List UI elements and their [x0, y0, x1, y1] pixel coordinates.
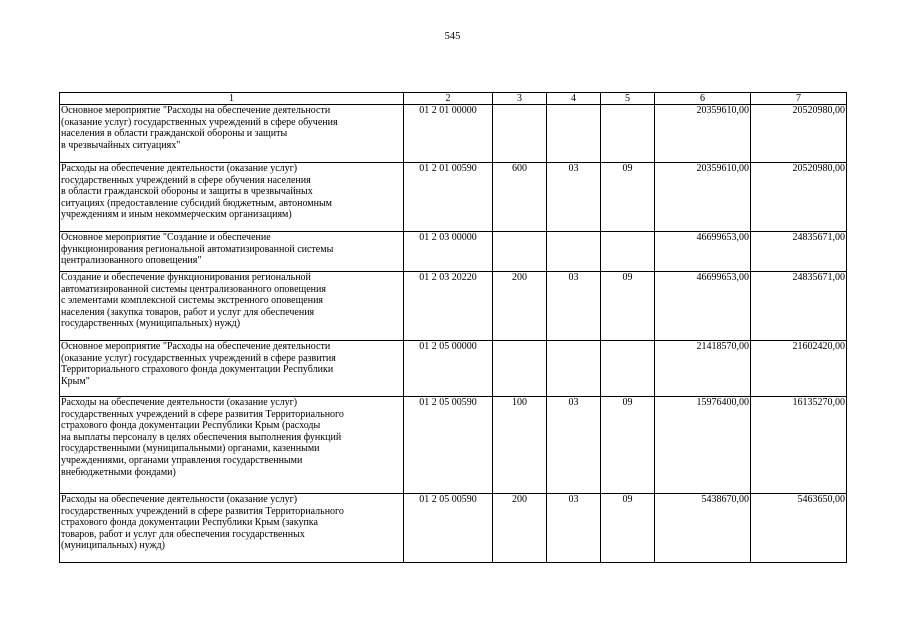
- column-header: 1: [60, 93, 404, 105]
- amount-cell-col7: 20520980,00: [751, 105, 847, 163]
- amount-cell-col6: 46699653,00: [655, 232, 751, 272]
- column-header: 3: [493, 93, 547, 105]
- amount-cell-col6: 46699653,00: [655, 272, 751, 341]
- column-header: 6: [655, 93, 751, 105]
- expense-type-cell: 200: [493, 272, 547, 341]
- table-row: [60, 232, 847, 272]
- target-code-cell: 01 2 01 00000: [404, 105, 493, 163]
- table-row: [60, 494, 847, 563]
- page-number: 545: [444, 31, 461, 42]
- subsection-cell: 09: [601, 494, 655, 563]
- expense-type-cell: 100: [493, 397, 547, 494]
- section-cell: [547, 232, 601, 272]
- subsection-cell: [601, 341, 655, 397]
- budget-table: [59, 92, 847, 563]
- expense-name-cell: Основное мероприятие "Расходы на обеспечение деятельности (оказание услуг) государственных учреждений в сфере развития Территориального страхового фонда документации Республики Крым": [60, 341, 404, 397]
- column-number-row: [60, 93, 847, 105]
- amount-cell-col6: 20359610,00: [655, 163, 751, 232]
- target-code-cell: 01 2 05 00590: [404, 397, 493, 494]
- expense-type-cell: [493, 232, 547, 272]
- amount-cell-col7: 16135270,00: [751, 397, 847, 494]
- column-header: 4: [547, 93, 601, 105]
- table-row: [60, 272, 847, 341]
- section-cell: 03: [547, 494, 601, 563]
- amount-cell-col7: 20520980,00: [751, 163, 847, 232]
- amount-cell-col7: 24835671,00: [751, 232, 847, 272]
- amount-cell-col6: 15976400,00: [655, 397, 751, 494]
- amount-cell-col6: 20359610,00: [655, 105, 751, 163]
- column-header: 5: [601, 93, 655, 105]
- table-row: [60, 341, 847, 397]
- expense-type-cell: [493, 105, 547, 163]
- section-cell: 03: [547, 272, 601, 341]
- amount-cell-col7: 21602420,00: [751, 341, 847, 397]
- expense-name-cell: Создание и обеспечение функционирования региональной автоматизированной системы централизованного оповещения с элементами комплексной системы экстренного оповещения населения (закупка товаров, работ и услуг для обеспечения государственных (муниципальных) нужд): [60, 272, 404, 341]
- subsection-cell: [601, 105, 655, 163]
- section-cell: [547, 105, 601, 163]
- expense-name-cell: Основное мероприятие "Создание и обеспечение функционирования региональной автоматизированной системы централизованного оповещения": [60, 232, 404, 272]
- expense-type-cell: [493, 341, 547, 397]
- amount-cell-col6: 21418570,00: [655, 341, 751, 397]
- column-header: 7: [751, 93, 847, 105]
- table-row: [60, 397, 847, 494]
- expense-name-cell: Основное мероприятие "Расходы на обеспечение деятельности (оказание услуг) государственных учреждений в сфере обучения населения в области гражданской обороны и защиты в чрезвычайных ситуациях": [60, 105, 404, 163]
- expense-name-cell: Расходы на обеспечение деятельности (оказание услуг) государственных учреждений в сфере обучения населения в области гражданской обороны и защиты в чрезвычайных ситуациях (предоставление субсидий бюджетным, автономным учреждениям и иным некоммерческим организациям): [60, 163, 404, 232]
- target-code-cell: 01 2 03 00000: [404, 232, 493, 272]
- section-cell: 03: [547, 397, 601, 494]
- subsection-cell: [601, 232, 655, 272]
- target-code-cell: 01 2 01 00590: [404, 163, 493, 232]
- subsection-cell: 09: [601, 397, 655, 494]
- target-code-cell: 01 2 05 00590: [404, 494, 493, 563]
- target-code-cell: 01 2 03 20220: [404, 272, 493, 341]
- subsection-cell: 09: [601, 272, 655, 341]
- expense-type-cell: 200: [493, 494, 547, 563]
- target-code-cell: 01 2 05 00000: [404, 341, 493, 397]
- amount-cell-col7: 24835671,00: [751, 272, 847, 341]
- subsection-cell: 09: [601, 163, 655, 232]
- expense-name-cell: Расходы на обеспечение деятельности (оказание услуг) государственных учреждений в сфере развития Территориального страхового фонда документации Республики Крым (расходы на выплаты персоналу в целях обеспечения выполнения функций государственными (муниципальными) органами, казенными учреждениями, органами управления государственными внебюджетными фондами): [60, 397, 404, 494]
- amount-cell-col6: 5438670,00: [655, 494, 751, 563]
- table-row: [60, 163, 847, 232]
- section-cell: [547, 341, 601, 397]
- column-header: 2: [404, 93, 493, 105]
- section-cell: 03: [547, 163, 601, 232]
- amount-cell-col7: 5463650,00: [751, 494, 847, 563]
- expense-name-cell: Расходы на обеспечение деятельности (оказание услуг) государственных учреждений в сфере развития Территориального страхового фонда документации Республики Крым (закупка товаров, работ и услуг для обеспечения государственных (муниципальных) нужд): [60, 494, 404, 563]
- expense-type-cell: 600: [493, 163, 547, 232]
- table-row: [60, 105, 847, 163]
